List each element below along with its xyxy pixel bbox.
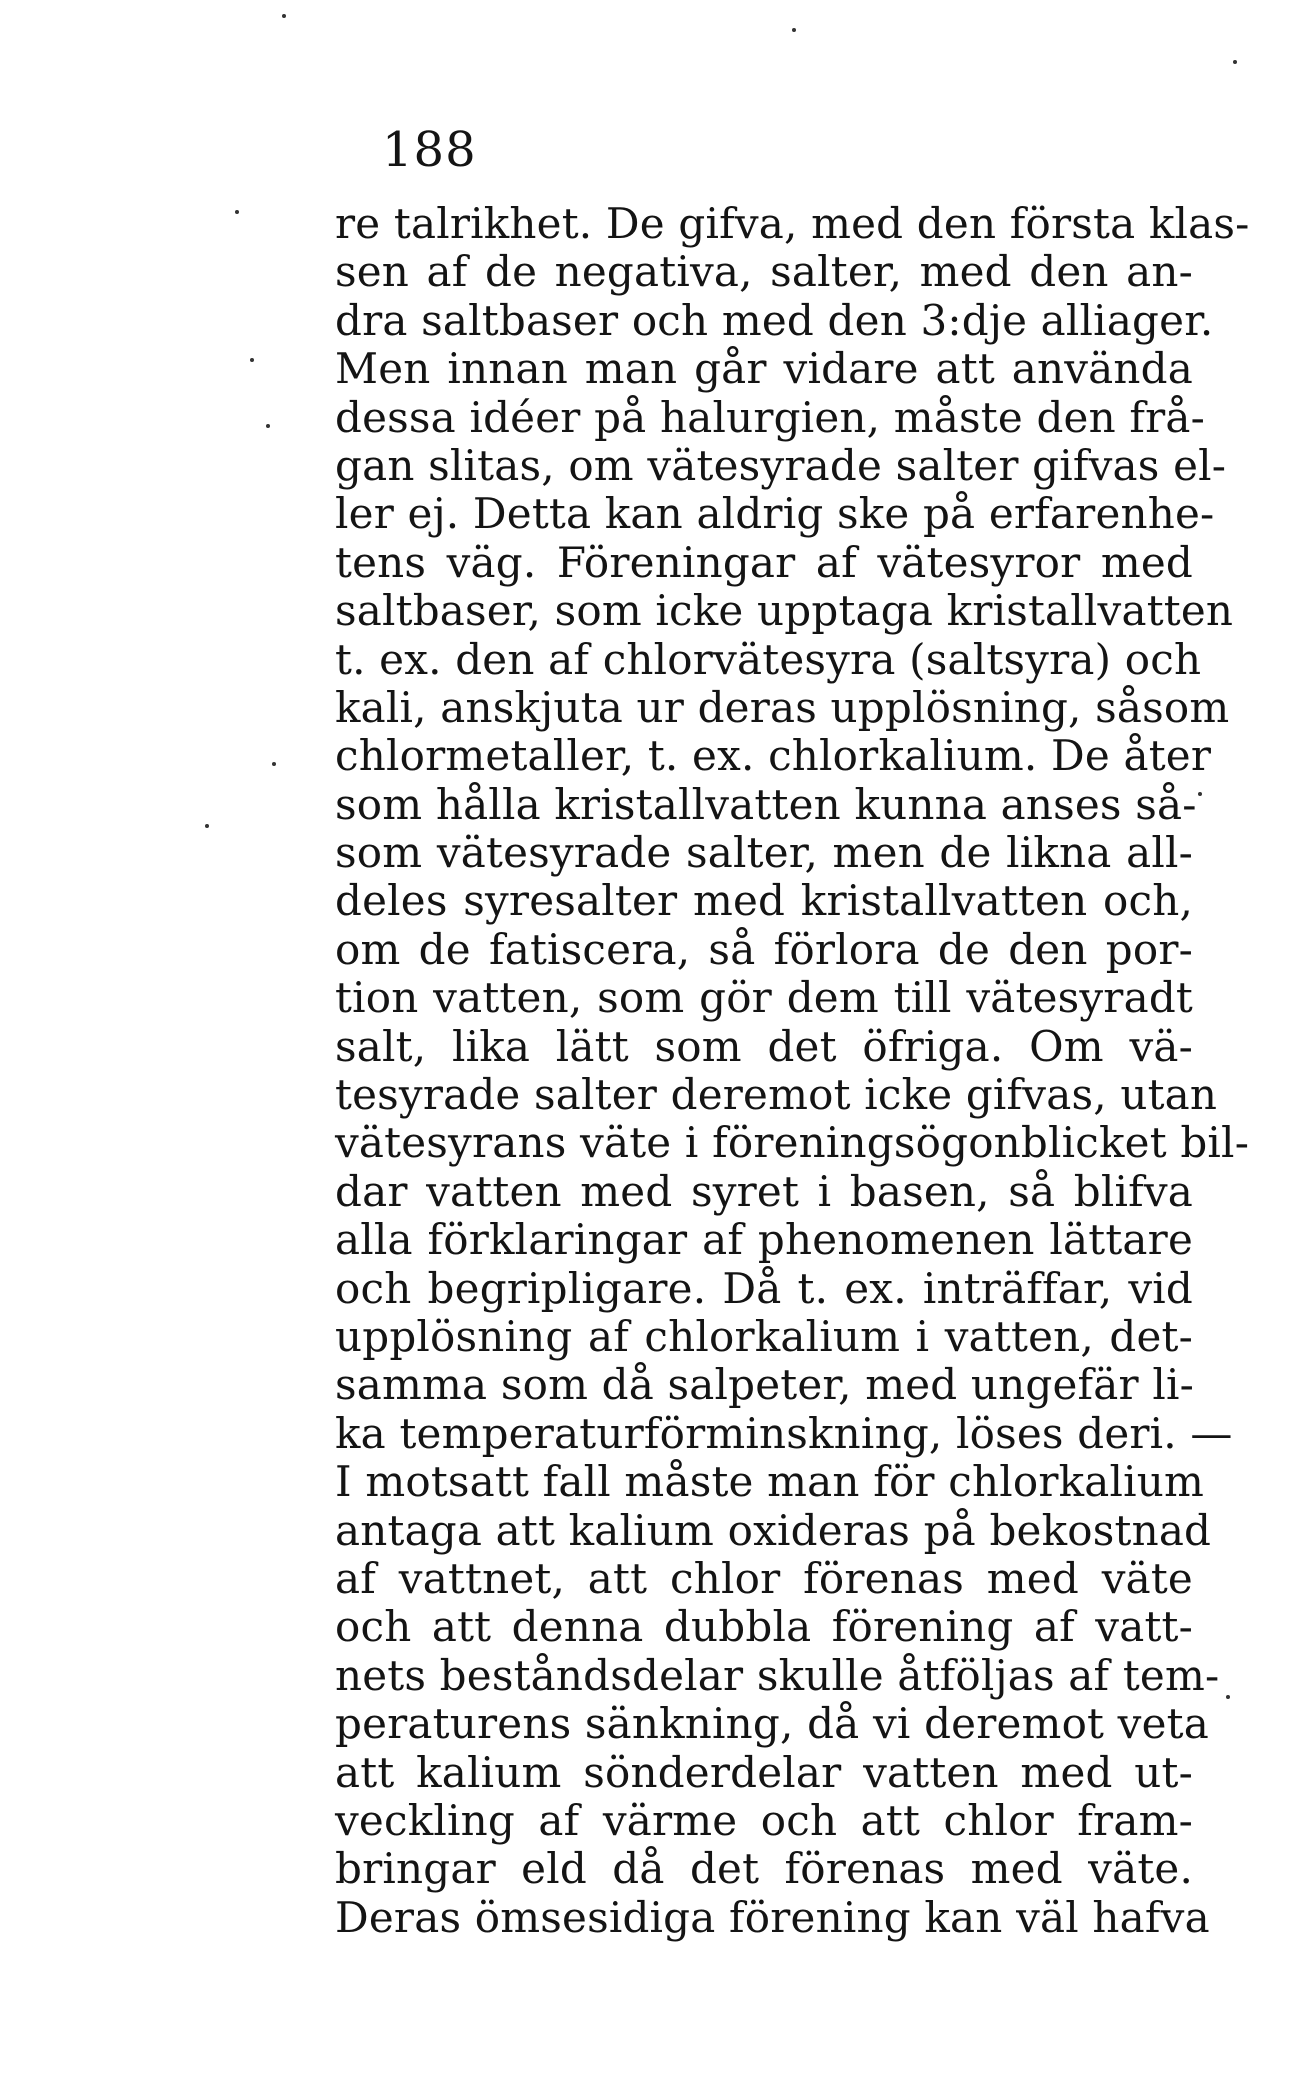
scan-speck <box>792 28 796 32</box>
body-text <box>335 199 1250 1942</box>
text-line: nets beståndsdelar skulle åtföljas af tem- <box>335 1650 1220 1700</box>
text-line: upplösning af chlorkalium i vatten, det- <box>335 1311 1193 1361</box>
text-line: gan slitas, om vätesyrade salter gifvas el- <box>335 440 1227 490</box>
scan-speck <box>266 424 270 428</box>
text-line: sen af de negativa, salter, med den an- <box>335 247 1193 297</box>
text-line: I motsatt fall måste man för chlorkalium <box>335 1457 1205 1507</box>
text-line: t. ex. den af chlorvätesyra (saltsyra) och <box>335 634 1202 684</box>
text-line: saltbaser, som icke upptaga kristallvatten <box>335 586 1234 636</box>
text-line: re talrikhet. De gifva, med den första klas- <box>335 199 1250 248</box>
text-line: tesyrade salter deremot icke gifvas, utan <box>335 1070 1218 1120</box>
text-line: antaga att kalium oxideras på bekostnad <box>335 1505 1212 1555</box>
text-line: och begripligare. Då t. ex. inträffar, vid <box>335 1263 1193 1313</box>
scan-speck <box>250 358 254 362</box>
text-line: bringar eld då det förenas med väte. <box>335 1844 1193 1894</box>
text-line: veckling af värme och att chlor fram- <box>335 1795 1193 1845</box>
text-line: dar vatten med syret i basen, så blifva <box>335 1166 1193 1216</box>
text-line: kali, anskjuta ur deras upplösning, såsom <box>335 682 1230 732</box>
scan-speck <box>272 762 276 766</box>
text-line: af vattnet, att chlor förenas med väte <box>335 1553 1193 1603</box>
text-line: och att denna dubbla förening af vatt- <box>335 1602 1193 1652</box>
scan-speck <box>1198 792 1202 796</box>
scan-speck <box>1233 60 1237 64</box>
text-line: alla förklaringar af phenomenen lättare <box>335 1215 1193 1265</box>
text-line: salt, lika lätt som det öfriga. Om vä- <box>335 1021 1193 1071</box>
text-line: peraturens sänkning, då vi deremot veta <box>335 1699 1209 1749</box>
text-line: ka temperaturförminskning, löses deri. — <box>335 1408 1233 1458</box>
text-line: som vätesyrade salter, men de likna all- <box>335 828 1193 878</box>
text-line: chlormetaller, t. ex. chlorkalium. De åter <box>335 731 1212 781</box>
scan-speck <box>1226 1695 1230 1699</box>
text-line: att kalium sönderdelar vatten med ut- <box>335 1747 1193 1797</box>
page-number: 188 <box>382 122 477 178</box>
text-line: Men innan man går vidare att använda <box>335 344 1193 394</box>
text-line: dra saltbaser och med den 3:dje alliager. <box>335 295 1214 345</box>
text-line: Deras ömsesidiga förening kan väl hafva <box>335 1892 1210 1942</box>
scan-speck <box>235 210 239 214</box>
scan-speck <box>205 824 209 828</box>
text-line: ler ej. Detta kan aldrig ske på erfarenhe- <box>335 489 1215 539</box>
text-line: dessa idéer på halurgien, måste den frå- <box>335 392 1206 442</box>
text-line: vätesyrans väte i föreningsögonblicket bil- <box>335 1118 1250 1168</box>
text-line: tion vatten, som gör dem till vätesyradt <box>335 973 1193 1023</box>
text-line: om de fatiscera, så förlora de den por- <box>335 924 1193 974</box>
text-line: tens väg. Föreningar af vätesyror med <box>335 537 1193 587</box>
text-line: deles syresalter med kristallvatten och, <box>335 876 1193 926</box>
scan-speck <box>282 14 286 18</box>
text-line: som hålla kristallvatten kunna anses så- <box>335 779 1197 829</box>
text-line: samma som då salpeter, med ungefär li- <box>335 1360 1195 1410</box>
